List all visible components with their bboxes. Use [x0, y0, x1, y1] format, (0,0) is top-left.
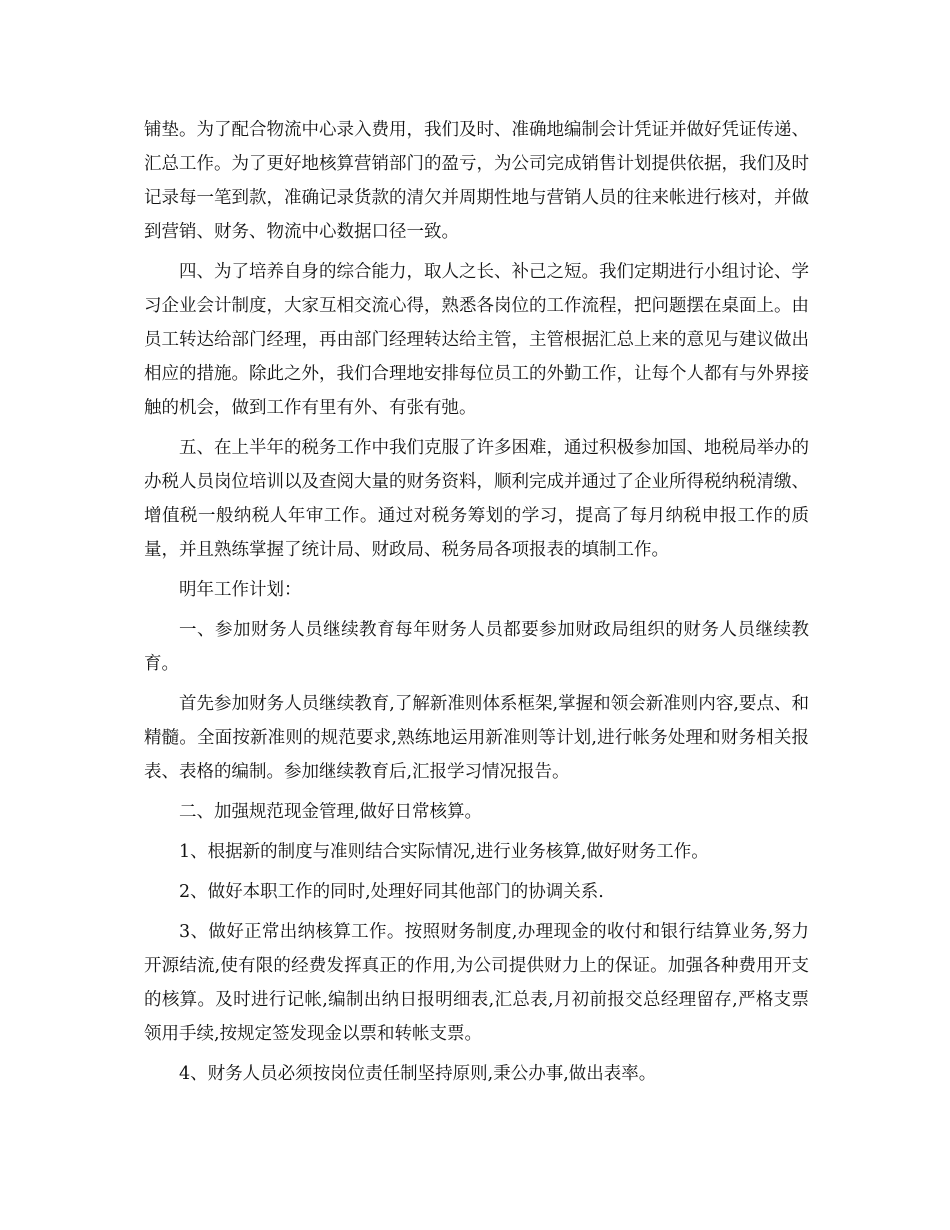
paragraph-plan-one-detail: 首先参加财务人员继续教育,了解新准则体系框架,掌握和领会新准则内容,要点、和精髓。全面按新准则的规范要求,熟练地运用新准则等计划,进行帐务处理和财务相关报表、表格的编制。参加继续教育后,汇报学习情况报告。	[144, 694, 809, 782]
paragraph-plan-two: 二、加强规范现金管理,做好日常核算。	[179, 802, 483, 822]
paragraph-plan-one: 一、参加财务人员继续教育每年财务人员都要参加财政局组织的财务人员继续教育。	[144, 620, 809, 674]
section-heading-next-year-plan: 明年工作计划：	[179, 580, 302, 600]
paragraph-item-five: 五、在上半年的税务工作中我们克服了许多困难，通过积极参加国、地税局举办的办税人员岗位培训以及查阅大量的财务资料，顺利完成并通过了企业所得税纳税清缴、增值税一般纳税人年审工作。通过对税务筹划的学习，提高了每月纳税申报工作的质量，并且熟练掌握了统计局、财政局、税务局各项报表的填制工作。	[144, 438, 809, 560]
list-item-1: 1、根据新的制度与准则结合实际情况,进行业务核算,做好财务工作。	[179, 842, 709, 862]
document-body	[144, 113, 809, 1097]
paragraph-item-four: 四、为了培养自身的综合能力，取人之长、补己之短。我们定期进行小组讨论、学习企业会计制度，大家互相交流心得，熟悉各岗位的工作流程，把问题摆在桌面上。由员工转达给部门经理，再由部门经理转达给主管，主管根据汇总上来的意见与建议做出相应的措施。除此之外，我们合理地安排每位员工的外勤工作，让每个人都有与外界接触的机会，做到工作有里有外、有张有弛。	[144, 262, 809, 418]
list-item-2: 2、做好本职工作的同时,处理好同其他部门的协调关系.	[179, 882, 604, 902]
list-item-3: 3、做好正常出纳核算工作。按照财务制度,办理现金的收付和银行结算业务,努力开源结流,使有限的经费发挥真正的作用,为公司提供财力上的保证。加强各种费用开支的核算。及时进行记帐,编制出纳日报明细表,汇总表,月初前报交总经理留存,严格支票领用手续,按规定签发现金以票和转帐支票。	[144, 922, 809, 1044]
paragraph-continuation: 铺垫。为了配合物流中心录入费用，我们及时、准确地编制会计凭证并做好凭证传递、汇总工作。为了更好地核算营销部门的盈亏，为公司完成销售计划提供依据，我们及时记录每一笔到款，准确记录货款的清欠并周期性地与营销人员的往来帐进行核对，并做到营销、财务、物流中心数据口径一致。	[144, 120, 809, 242]
list-item-4: 4、财务人员必须按岗位责任制坚持原则,秉公办事,做出表率。	[179, 1064, 657, 1084]
